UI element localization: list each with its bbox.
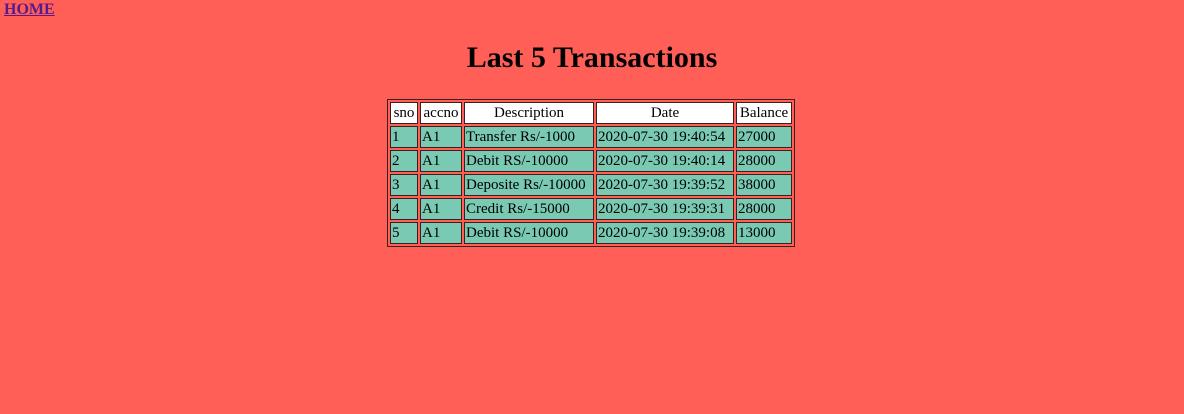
cell-accno: A1 [420,174,462,196]
transactions-table [387,99,795,247]
table-row [390,174,792,196]
table-row [390,150,792,172]
column-header-date: Date [596,102,734,124]
cell-balance: 28000 [736,150,792,172]
home-link[interactable]: HOME [4,1,55,18]
cell-description: Debit RS/-10000 [464,222,594,244]
column-header-sno: sno [390,102,418,124]
cell-accno: A1 [420,150,462,172]
column-header-balance: Balance [736,102,792,124]
cell-balance: 38000 [736,174,792,196]
cell-date: 2020-07-30 19:40:14 [596,150,734,172]
table-row [390,198,792,220]
table-row [390,126,792,148]
cell-accno: A1 [420,222,462,244]
cell-sno: 2 [390,150,418,172]
cell-sno: 1 [390,126,418,148]
cell-description: Deposite Rs/-10000 [464,174,594,196]
cell-balance: 13000 [736,222,792,244]
table-header-row [390,102,792,124]
cell-sno: 3 [390,174,418,196]
cell-date: 2020-07-30 19:39:08 [596,222,734,244]
cell-date: 2020-07-30 19:40:54 [596,126,734,148]
cell-date: 2020-07-30 19:39:52 [596,174,734,196]
column-header-description: Description [464,102,594,124]
cell-date: 2020-07-30 19:39:31 [596,198,734,220]
cell-description: Transfer Rs/-1000 [464,126,594,148]
page-title: Last 5 Transactions [466,41,718,74]
table-row [390,222,792,244]
cell-sno: 4 [390,198,418,220]
cell-accno: A1 [420,126,462,148]
cell-balance: 27000 [736,126,792,148]
column-header-accno: accno [420,102,462,124]
cell-sno: 5 [390,222,418,244]
cell-balance: 28000 [736,198,792,220]
cell-description: Debit RS/-10000 [464,150,594,172]
cell-description: Credit Rs/-15000 [464,198,594,220]
cell-accno: A1 [420,198,462,220]
